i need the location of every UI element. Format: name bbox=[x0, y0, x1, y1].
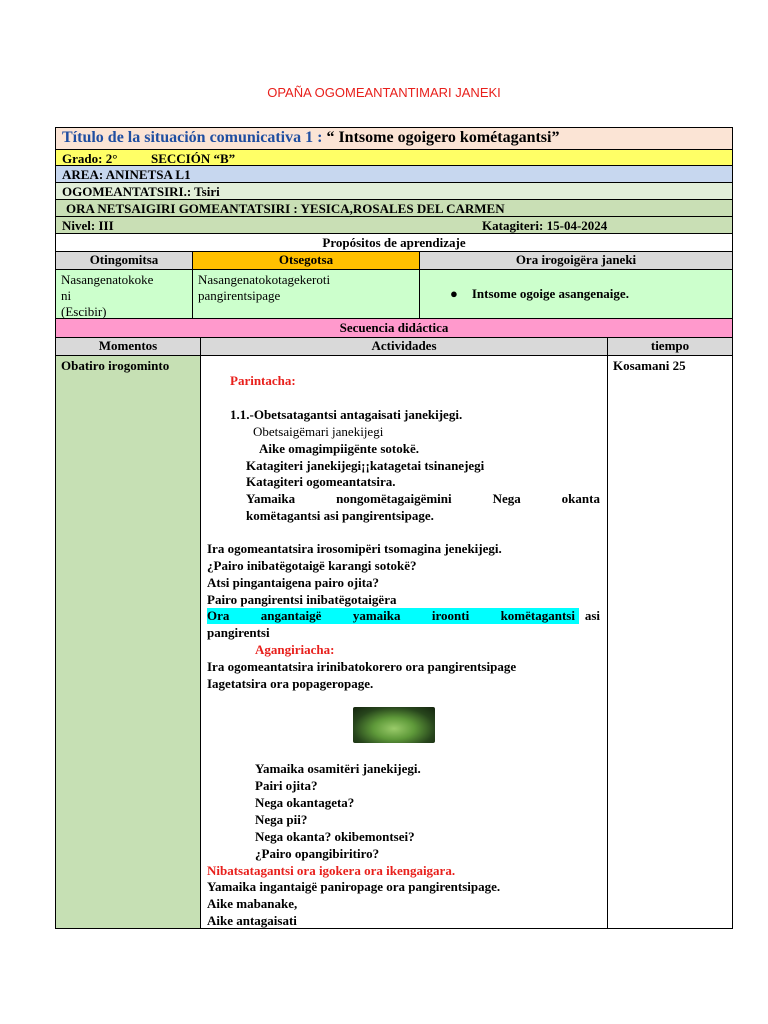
competencia-line: Nasangenatokoke bbox=[61, 272, 154, 287]
activity-line: Aike antagaisati bbox=[207, 913, 297, 928]
word: okanta bbox=[561, 491, 600, 506]
purpose-cell-capacidad bbox=[193, 270, 420, 318]
purpose-cell-desempeno bbox=[420, 270, 732, 318]
word: yamaika bbox=[352, 608, 401, 623]
word: iroonti bbox=[431, 608, 470, 623]
ogomeantatsiri-row bbox=[56, 183, 732, 200]
header-otingomitsa: Otingomitsa bbox=[56, 252, 193, 269]
area-row bbox=[56, 166, 732, 183]
activity-line: Aike mabanake, bbox=[207, 896, 298, 911]
header-momentos: Momentos bbox=[56, 338, 201, 355]
activity-line: Aike omagimpiigënte sotokë. bbox=[259, 441, 419, 456]
activity-line: Yamaika osamitëri janekijegi. bbox=[255, 761, 421, 776]
highlight bbox=[207, 608, 579, 624]
capacidad-line: pangirentsipage bbox=[198, 288, 281, 303]
area: AREA: ANINETSA L1 bbox=[62, 167, 191, 182]
title-label: Título de la situación comunicativa 1 : bbox=[62, 129, 323, 146]
nivel: Nivel: III bbox=[62, 218, 114, 233]
activity-line: Nega okantageta? bbox=[255, 795, 355, 810]
propositos: Propósitos de aprendizaje bbox=[322, 235, 466, 250]
word: komëtagantsi bbox=[500, 608, 575, 623]
lesson-plan-table bbox=[55, 127, 733, 929]
actividades-cell bbox=[201, 356, 608, 928]
desempeno-text: Intsome ogoige asangenaige. bbox=[471, 286, 629, 301]
title-value: “ Intsome ogoigero kométagantsi” bbox=[326, 129, 560, 146]
activity-line: Katagiteri ogomeantatsira. bbox=[246, 474, 396, 489]
activity-line: ¿Pairo inibatëgotaigë karangi sotokë? bbox=[207, 558, 417, 573]
document-title: OPAÑA OGOMEANTANTIMARI JANEKI bbox=[267, 85, 501, 100]
word: nongomëtagaigëmini bbox=[336, 491, 452, 506]
agangiriacha-heading: Agangiriacha: bbox=[255, 642, 335, 657]
activity-line: Atsi pingantaigena pairo ojita? bbox=[207, 575, 380, 590]
situation-title bbox=[62, 129, 559, 147]
highlighted-line bbox=[207, 608, 600, 624]
ogomeantatsiri: OGOMEANTATSIRI.: Tsiri bbox=[62, 184, 220, 199]
nivel-row bbox=[56, 217, 732, 234]
activity-line: Pairi ojita? bbox=[255, 778, 318, 793]
seccion: SECCIÓN “B” bbox=[151, 151, 236, 166]
word: angantaigë bbox=[260, 608, 322, 623]
secuencia-didactica: Secuencia didáctica bbox=[56, 319, 732, 338]
tiempo-cell: Kosamani 25 bbox=[613, 358, 686, 373]
grado: Grado: 2° bbox=[62, 151, 118, 166]
header-ora-irogoigera: Ora irogoigëra janeki bbox=[420, 252, 732, 269]
title-row bbox=[56, 128, 732, 150]
purpose-body bbox=[56, 270, 732, 319]
activity-line: Ira ogomeantatsira irosomipëri tsomagina jenekijegi. bbox=[207, 541, 502, 556]
word: Ora bbox=[207, 608, 230, 623]
activity-line: Obetsaigëmari janekijegi bbox=[253, 424, 384, 439]
header-actividades: Actividades bbox=[201, 338, 608, 355]
bullet-icon: ● bbox=[450, 286, 458, 301]
momento-cell: Obatiro irogominto bbox=[56, 356, 201, 928]
purpose-header bbox=[56, 252, 732, 270]
activity-line: Ira ogomeantatsira irinibatokorero ora pangirentsipage bbox=[207, 659, 517, 674]
teacher-name: ORA NETSAIGIRI GOMEANTATSIRI : YESICA,ROSALES DEL CARMEN bbox=[66, 201, 505, 216]
word: Yamaika bbox=[246, 491, 296, 506]
activity-line: Iagetatsira ora popageropage. bbox=[207, 676, 374, 691]
activity-line: pangirentsi bbox=[207, 625, 270, 640]
word: Nega bbox=[492, 491, 521, 506]
capacidad-line: Nasangenatokotagekeroti bbox=[198, 272, 331, 287]
momentos-header bbox=[56, 338, 732, 356]
activity-line: 1.1.-Obetsatagantsi antagaisati janekijegi. bbox=[230, 407, 463, 422]
cabbage-image bbox=[353, 707, 435, 743]
competencia-line: ni bbox=[61, 288, 72, 303]
parintacha-heading: Parintacha: bbox=[230, 373, 296, 388]
activity-line: komëtagantsi asi pangirentsipage. bbox=[246, 508, 434, 523]
katagiteri-date: Katagiteri: 15-04-2024 bbox=[482, 218, 608, 233]
word: asi bbox=[584, 608, 600, 623]
activity-line: Nibatsatagantsi ora igokera ora ikengaigara. bbox=[207, 863, 456, 878]
activity-line: Yamaika ingantaigë paniropage ora pangirentsipage. bbox=[207, 879, 501, 894]
competencia-line: (Escibir) bbox=[61, 304, 107, 319]
activity-line: Nega okanta? okibemontsei? bbox=[255, 829, 415, 844]
propositos-row bbox=[56, 234, 732, 252]
teacher-row bbox=[56, 200, 732, 217]
header-otsegotsa: Otsegotsa bbox=[193, 252, 420, 269]
grado-row bbox=[56, 150, 732, 166]
momentos-body bbox=[56, 356, 732, 928]
activity-line: Pairo pangirentsi inibatëgotaigëra bbox=[207, 592, 397, 607]
activity-line: ¿Pairo opangibiritiro? bbox=[255, 846, 380, 861]
header-tiempo: tiempo bbox=[608, 338, 732, 355]
activity-line: Nega pii? bbox=[255, 812, 308, 827]
purpose-cell-competencia bbox=[56, 270, 193, 318]
activity-line bbox=[246, 491, 600, 507]
activity-line: Katagiteri janekijegi¡¡katagetai tsinanejegi bbox=[246, 458, 485, 473]
